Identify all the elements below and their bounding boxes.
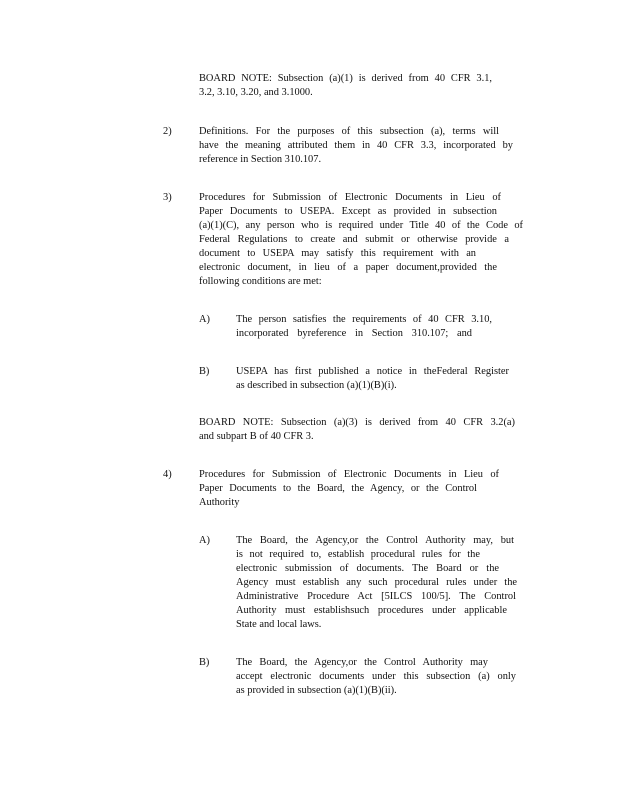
item-2-number: 2) xyxy=(163,126,172,137)
item-4-sub-a-line: is not required to, establish procedural rules for the xyxy=(236,549,480,560)
item-4-sub-b-text xyxy=(236,656,517,698)
item-4-line: Paper Documents to the Board, the Agency, or the Control xyxy=(199,483,477,494)
item-3-line: Federal Regulations to create and submit or otherwise provide a xyxy=(199,234,509,245)
item-4-sub-b-line: accept electronic documents under this subsection (a) only xyxy=(236,671,516,682)
item-3-sub-a-line: The person satisfies the requirements of 40 CFR 3.10, xyxy=(236,314,492,325)
item-2-line: Definitions. For the purposes of this subsection (a), terms will xyxy=(199,126,499,137)
item-3-sub-a-line: incorporated byreference in Section 310.107; and xyxy=(236,328,472,339)
item-4-sub-a-line: State and local laws. xyxy=(236,619,322,630)
item-4-sub-a-line: The Board, the Agency,or the Control Authority may, but xyxy=(236,535,514,546)
item-4-sub-a-text xyxy=(236,534,517,632)
item-2-line: have the meaning attributed them in 40 CFR 3.3, incorporated by xyxy=(199,140,513,151)
item-3-sub-b-line: as described in subsection (a)(1)(B)(i). xyxy=(236,380,397,391)
item-3-line: document to USEPA may satisfy this requirement with an xyxy=(199,248,476,259)
item-4-sub-a-line: Authority must establishsuch procedures under applicable xyxy=(236,605,507,616)
item-4-sub-b-label: B) xyxy=(199,657,210,668)
item-2-line: reference in Section 310.107. xyxy=(199,154,322,165)
item-4-number: 4) xyxy=(163,469,172,480)
item-2-text xyxy=(199,125,513,167)
item-4-text xyxy=(199,468,501,510)
board-note-2-line: and subpart B of 40 CFR 3. xyxy=(199,431,314,442)
board-note-1-line: BOARD NOTE: Subsection (a)(1) is derived from 40 CFR 3.1, xyxy=(199,73,492,84)
board-note-1-line: 3.2, 3.10, 3.20, and 3.1000. xyxy=(199,87,313,98)
item-3-sub-b-line: USEPA has first published a notice in theFederal Register xyxy=(236,366,509,377)
item-4-sub-a-line: electronic submission of documents. The Board or the xyxy=(236,563,499,574)
item-3-line: Paper Documents to USEPA. Except as provided in subsection xyxy=(199,206,497,217)
item-3-line: Procedures for Submission of Electronic Documents in Lieu of xyxy=(199,192,501,203)
item-3-text xyxy=(199,191,523,289)
item-4-sub-b-line: as provided in subsection (a)(1)(B)(ii). xyxy=(236,685,397,696)
board-note-1 xyxy=(199,72,492,100)
item-4-sub-a-line: Agency must establish any such procedural rules under the xyxy=(236,577,517,588)
item-3-sub-a-label: A) xyxy=(199,314,210,325)
board-note-2 xyxy=(199,416,515,444)
item-3-line: (a)(1)(C), any person who is required under Title 40 of the Code of xyxy=(199,220,523,231)
item-3-sub-a-text xyxy=(236,313,494,341)
item-3-line: following conditions are met: xyxy=(199,276,322,287)
item-3-sub-b-text xyxy=(236,365,512,393)
item-3-number: 3) xyxy=(163,192,172,203)
item-4-line: Procedures for Submission of Electronic Documents in Lieu of xyxy=(199,469,499,480)
board-note-2-line: BOARD NOTE: Subsection (a)(3) is derived from 40 CFR 3.2(a) xyxy=(199,417,515,428)
item-4-sub-b-line: The Board, the Agency,or the Control Authority may xyxy=(236,657,488,668)
item-3-sub-b-label: B) xyxy=(199,366,210,377)
item-4-line: Authority xyxy=(199,497,240,508)
item-3-line: electronic document, in lieu of a paper document,provided the xyxy=(199,262,497,273)
item-4-sub-a-line: Administrative Procedure Act [5ILCS 100/5]. The Control xyxy=(236,591,516,602)
item-4-sub-a-label: A) xyxy=(199,535,210,546)
